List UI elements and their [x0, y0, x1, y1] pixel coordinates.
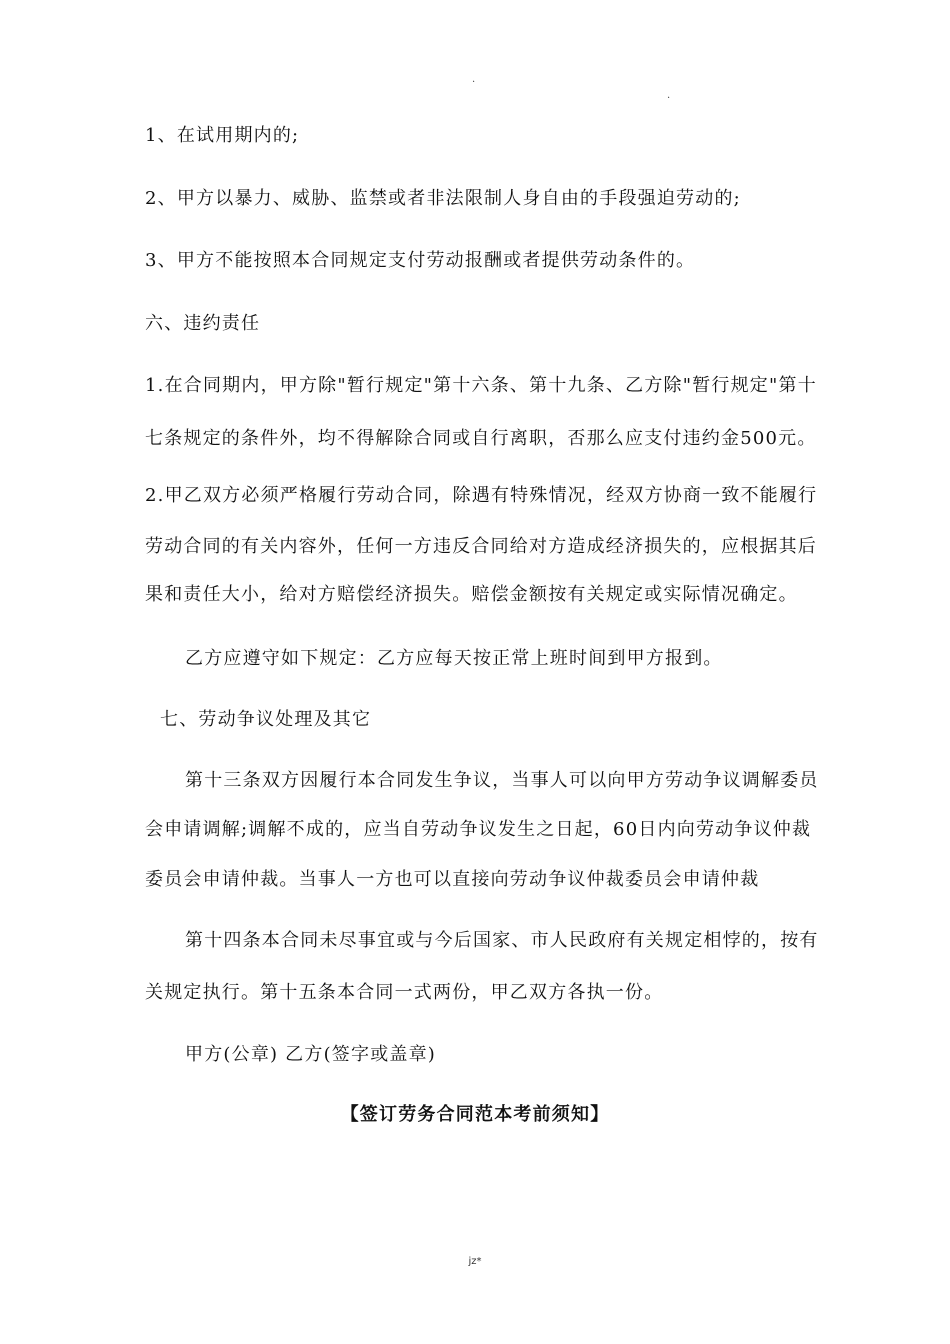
signature-line: 甲方(公章) 乙方(签字或盖章)	[185, 1044, 437, 1065]
article-13-line-2: 会申请调解;调解不成的，应当自劳动争议发生之日起，60日内向劳动争议仲裁	[145, 819, 812, 840]
clause-item-2: 2、甲方以暴力、威胁、监禁或者非法限制人身自由的手段强迫劳动的;	[145, 188, 741, 209]
header-dot-left: .	[472, 74, 476, 85]
breach-paragraph-2-line-1: 2.甲乙双方必须严格履行劳动合同，除遇有特殊情况，经双方协商一致不能履行	[145, 485, 818, 506]
breach-paragraph-2-line-3: 果和责任大小，给对方赔偿经济损失。赔偿金额按有关规定或实际情况确定。	[145, 584, 798, 605]
clause-item-1: 1、在试用期内的;	[145, 125, 300, 146]
article-13-line-1: 第十三条双方因履行本合同发生争议，当事人可以向甲方劳动争议调解委员	[185, 770, 819, 791]
page-footer: jz*	[468, 1256, 482, 1267]
article-14-line-2: 关规定执行。第十五条本合同一式两份，甲乙双方各执一份。	[145, 982, 664, 1003]
article-13-line-3: 委员会申请仲裁。当事人一方也可以直接向劳动争议仲裁委员会申请仲裁	[145, 869, 760, 890]
article-14-line-1: 第十四条本合同未尽事宜或与今后国家、市人民政府有关规定相悖的，按有	[185, 930, 819, 951]
closing-title: 【签订劳务合同范本考前须知】	[340, 1104, 610, 1125]
rules-paragraph: 乙方应遵守如下规定：乙方应每天按正常上班时间到甲方报到。	[185, 648, 723, 669]
header-dot-right: .	[667, 90, 671, 101]
breach-paragraph-2-line-2: 劳动合同的有关内容外，任何一方违反合同给对方造成经济损失的，应根据其后	[145, 536, 817, 557]
section-heading-7: 七、劳动争议处理及其它	[160, 709, 372, 730]
breach-paragraph-1-line-1: 1.在合同期内，甲方除"暂行规定"第十六条、第十九条、乙方除"暂行规定"第十	[145, 375, 817, 396]
breach-paragraph-1-line-2: 七条规定的条件外，均不得解除合同或自行离职，否那么应支付违约金500元。	[145, 428, 817, 449]
clause-item-3: 3、甲方不能按照本合同规定支付劳动报酬或者提供劳动条件的。	[145, 250, 696, 271]
section-heading-6: 六、违约责任	[145, 313, 261, 334]
